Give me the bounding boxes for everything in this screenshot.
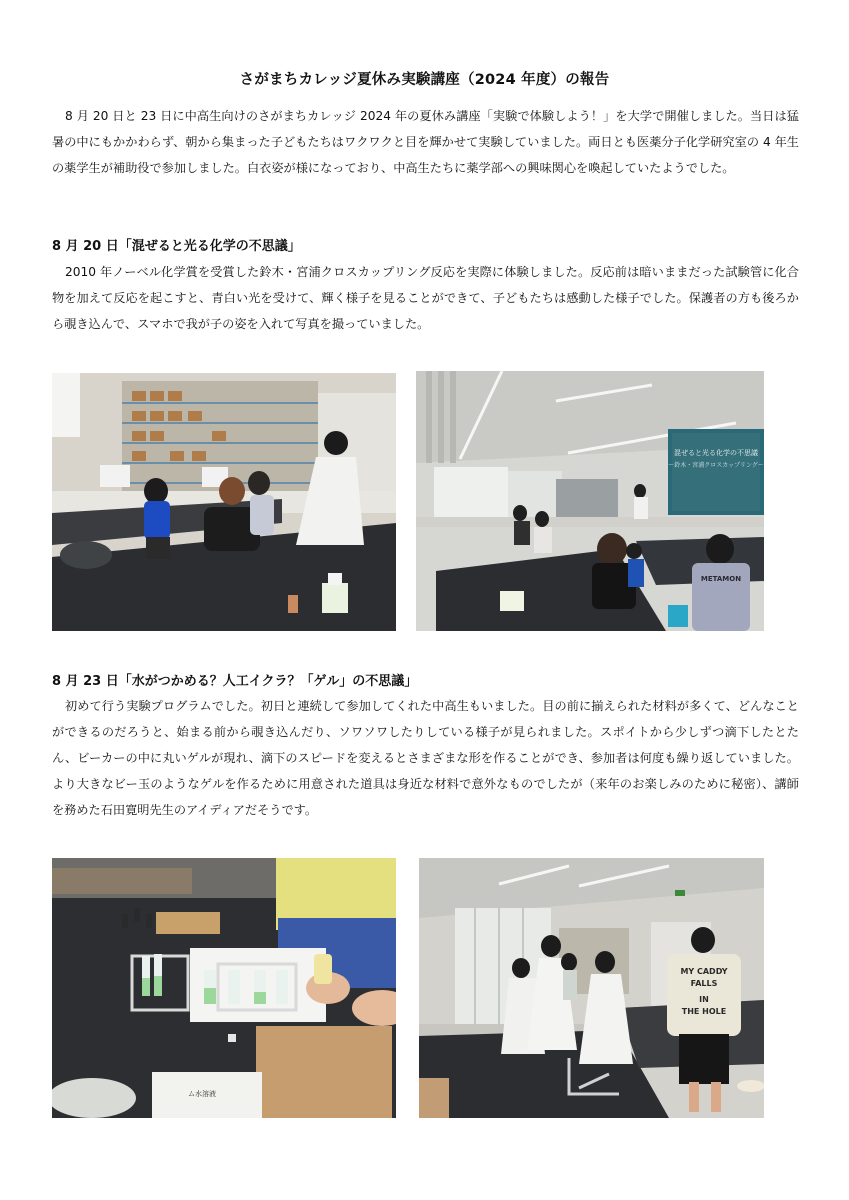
section2-paragraph: 初めて行う実験プログラムでした。初日と連続して参加してくれた中高生もいました。目の前に揃えられた材料が多くて、どんなことができるのだろうと、始まる前から覗き込んだり、ソワソワしたりしている様子が見られました。スポイトから少しずつ滴下したとたん、ビーカーの中に丸いゲルが現れ、滴下のスピードを変えるとさまざまな形を作ることができ、参加者は何度も繰り返していました。より大きなビー玉のようなゲルを作るために用意された道具は身近な材料で意外なものでしたが（来年のお楽しみのために秘密）、講師を務めた石田寛明先生のアイディアだそうです。 bbox=[52, 699, 799, 817]
tshirt-text-1: MY CADDY bbox=[680, 967, 728, 976]
intro-paragraph: 8 月 20 日と 23 日に中高生向けのさがまちカレッジ 2024 年の夏休み講座「実験で体験しよう！」を大学で開催しました。当日は猛暑の中にもかかわらず、朝から集まった子どもたちはワクワクと目を輝かせて実験していました。両日とも医薬分子化学研究室の 4 年生の薬学生が補助役で参加しました。白衣姿が様になっており、中高生たちに薬学部への興味関心を喚起していたようでした。 bbox=[52, 109, 799, 175]
lab-coat-students-photo-icon bbox=[419, 858, 764, 1118]
lab-photo-1 bbox=[52, 373, 396, 631]
lecture-hall-photo-icon bbox=[416, 371, 764, 631]
section1-paragraph: 2010 年ノーベル化学賞を受賞した鈴木・宮浦クロスカップリング反応を実際に体験しました。反応前は暗いままだった試験管に化合物を加えて反応を起こすと、青白い光を受けて、輝く様子を見ることができて、子どもたちは感動した様子でした。保護者の方も後ろから覗き込んで、スマホで我が子の姿を入れて写真を撮っていました。 bbox=[52, 265, 799, 331]
report-title: さがまちカレッジ夏休み実験講座（2024 年度）の報告 bbox=[239, 72, 610, 88]
lab-photo-icon bbox=[52, 373, 396, 631]
screen-text-2: 〜鈴木・宮浦クロスカップリング〜 bbox=[668, 462, 764, 469]
section1-heading: 8 月 20 日「混ぜると光る化学の不思議」 bbox=[52, 239, 301, 254]
tshirt-text-2: FALLS bbox=[690, 979, 718, 988]
lab-photo-3 bbox=[52, 858, 396, 1118]
gel-experiment-photo-icon bbox=[52, 858, 396, 1118]
lab-photo-2 bbox=[416, 371, 764, 631]
tshirt-text-3: IN bbox=[699, 995, 709, 1004]
screen-text-1: 混ぜると光る化学の不思議 bbox=[674, 449, 758, 457]
section2-heading: 8 月 23 日「水がつかめる？人工イクラ？「ゲル」の不思議」 bbox=[52, 674, 418, 689]
card-text: ム水溶液 bbox=[188, 1090, 216, 1098]
shirt-text: METAMON bbox=[700, 575, 742, 583]
tshirt-text-4: THE HOLE bbox=[681, 1007, 727, 1016]
lab-photo-4 bbox=[419, 858, 764, 1118]
